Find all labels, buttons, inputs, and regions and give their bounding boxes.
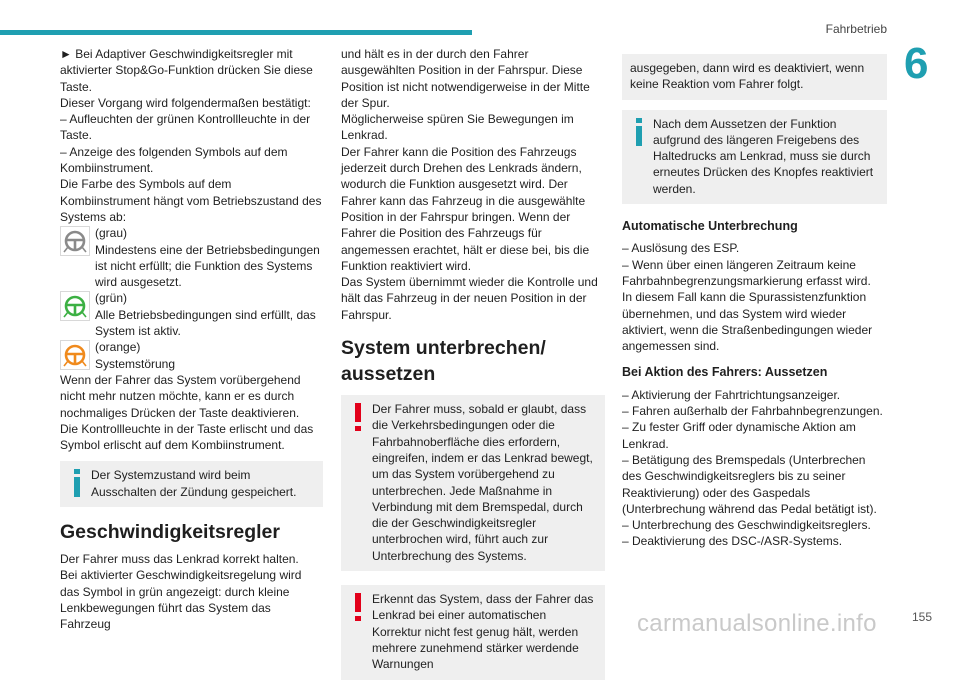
state-label: (grau) — [95, 226, 128, 241]
paragraph: Die Kontrollleuchte in der Taste erlischt und das Symbol erlischt auf dem Kombiinstrument. — [60, 421, 314, 453]
warning-note — [341, 395, 605, 571]
state-label: (orange) — [95, 340, 141, 355]
paragraph: Das System übernimmt wieder die Kontrolle und hält das Fahrzeug in der neuen Position in der Fahrspur. — [341, 275, 598, 322]
paragraph: – Aufleuchten der grünen Kontrollleuchte in der Taste. — [60, 112, 311, 143]
warning-note-text: Erkennt das System, dass der Fahrer das Lenkrad bei einer automatischen Korrektur nicht fest genug hält, werden mehrere zunehmend stärker werdende Warnungen — [372, 592, 594, 672]
heading-system-unterbrechen: System unterbrechen/ aussetzen — [341, 337, 546, 386]
state-text: Mindestens eine der Betriebsbedingungen ist nicht erfüllt; die Funktion des Systems wird ausgesetzt. — [95, 242, 320, 290]
list-item: – Unterbrechung des Geschwindigkeitsreglers. — [622, 518, 871, 533]
warning-note-text: Der Fahrer muss, sobald er glaubt, dass die Verkehrsbedingungen oder die Fahrbahnoberfläche dies erfordern, eingreifen, indem er das Lenkrad bewegt, um das System vorübergehend zu unterbrechen. Jede Maßnahme in Verbindung mit dem Bremspedal, durch die der Geschwindigkeitsregler unterbrochen wird, führt auch zur Unterbrechung des Systems. — [372, 402, 593, 563]
watermark: carmanualsonline.info — [637, 610, 877, 637]
header-accent-bar — [0, 30, 472, 35]
info-note-text: Nach dem Aussetzen der Funktion aufgrund des längeren Freigebens des Haltedrucks am Lenkrad, muss sie durch erneutes Drücken des Knopfes reaktiviert werden. — [653, 116, 874, 196]
heading-aktion-des-fahrers: Bei Aktion des Fahrers: Aussetzen — [622, 365, 828, 380]
list-item: – Fahren außerhalb der Fahrbahnbegrenzungen. — [622, 404, 883, 419]
lane-keeping-gray-icon — [60, 226, 90, 256]
paragraph: Dieser Vorgang wird folgendermaßen bestätigt: — [60, 95, 311, 110]
paragraph: Die Farbe des Symbols auf dem Kombiinstrument hängt vom Betriebszustand des Systems ab: — [60, 177, 322, 224]
state-text: Systemstörung — [95, 356, 176, 371]
info-icon — [70, 469, 84, 497]
instruction-paragraph: ► Bei Adaptiver Geschwindigkeitsregler mit aktivierter Stop&Go-Funktion drücken Sie diese Taste. — [60, 47, 313, 94]
list-item: – Auslösung des ESP. — [622, 241, 740, 256]
list-item: – Betätigung des Bremspedals (Unterbrechen des Geschwindigkeitsreglers bis zu seiner Reaktivierung) oder des Gaspedals (Unterbrechung während das Pedal betätigt ist). — [622, 452, 877, 516]
info-note — [622, 110, 887, 204]
lane-keeping-orange-icon — [60, 340, 90, 370]
column-2 — [341, 46, 605, 688]
info-note-text: Der Systemzustand wird beim Ausschalten der Zündung gespeichert. — [91, 468, 297, 499]
warning-exclamation-icon — [351, 593, 365, 621]
paragraph: Der Fahrer kann die Position des Fahrzeugs jederzeit durch Drehen des Lenkrads ändern, wodurch die Funktion ausgesetzt wird. Der Fahrer kann das Fahrzeug in die ausgewählte Position in der Fahrspur bringen. Wenn der Fahrer die Position des Fahrzeugs für angemessen erachtet, hält er diese bei, bis die Funktion reaktiviert wird. — [341, 144, 590, 273]
state-orange — [60, 339, 323, 372]
state-label: (grün) — [95, 291, 128, 306]
column-1 — [60, 46, 323, 633]
state-green — [60, 290, 323, 339]
column-3 — [622, 54, 887, 550]
section-title: Fahrbetrieb — [825, 22, 887, 36]
paragraph: Der Fahrer muss das Lenkrad korrekt halten. — [60, 552, 299, 567]
paragraph: Bei aktivierter Geschwindigkeitsregelung wird das Symbol in grün angezeigt: durch kleine Lenkbewegungen führt das System das Fahrzeug — [60, 568, 302, 632]
info-note — [60, 461, 323, 507]
paragraph: – Anzeige des folgenden Symbols auf dem Kombiinstrument. — [60, 144, 288, 176]
paragraph: Möglicherweise spüren Sie Bewegungen im Lenkrad. — [341, 112, 574, 143]
lane-keeping-green-icon — [60, 291, 90, 321]
paragraph: In diesem Fall kann die Spurassistenzfunktion übernehmen, und das System wird wieder aktiviert, wenn die Straßenbedingungen wieder angemessen sind. — [622, 290, 873, 354]
chapter-number: 6 — [904, 39, 929, 88]
list-item: – Aktivierung der Fahrtrichtungsanzeiger. — [622, 387, 841, 402]
heading-geschwindigkeitsregler: Geschwindigkeitsregler — [60, 521, 280, 544]
state-text: Alle Betriebsbedingungen sind erfüllt, das System ist aktiv. — [95, 307, 316, 339]
warning-exclamation-icon — [351, 403, 365, 431]
state-gray — [60, 225, 323, 290]
list-item: – Wenn über einen längeren Zeitraum keine Fahrbahnbegrenzungsmarkierung erfasst wird. — [622, 257, 871, 288]
paragraph: Wenn der Fahrer das System vorübergehend nicht mehr nutzen möchte, kann er es durch nochmaliges Drücken der Taste deaktivieren. — [60, 372, 301, 420]
warning-note-text: ausgegeben, dann wird es deaktiviert, wenn keine Reaktion vom Fahrer folgt. — [630, 61, 865, 92]
paragraph: und hält es in der durch den Fahrer ausgewählten Position in der Fahrspur. Diese Position ist nicht notwendigerweise in der Mitte der Spur. — [341, 47, 590, 110]
list-item: – Zu fester Griff oder dynamische Aktion am Lenkrad. — [622, 420, 856, 451]
warning-note — [341, 585, 605, 679]
warning-note-continued — [622, 54, 887, 100]
heading-automatische-unterbrechung: Automatische Unterbrechung — [622, 219, 798, 234]
list-item: – Deaktivierung des DSC-/ASR-Systems. — [622, 534, 843, 549]
info-icon — [632, 118, 646, 146]
page-number: 155 — [912, 610, 933, 624]
